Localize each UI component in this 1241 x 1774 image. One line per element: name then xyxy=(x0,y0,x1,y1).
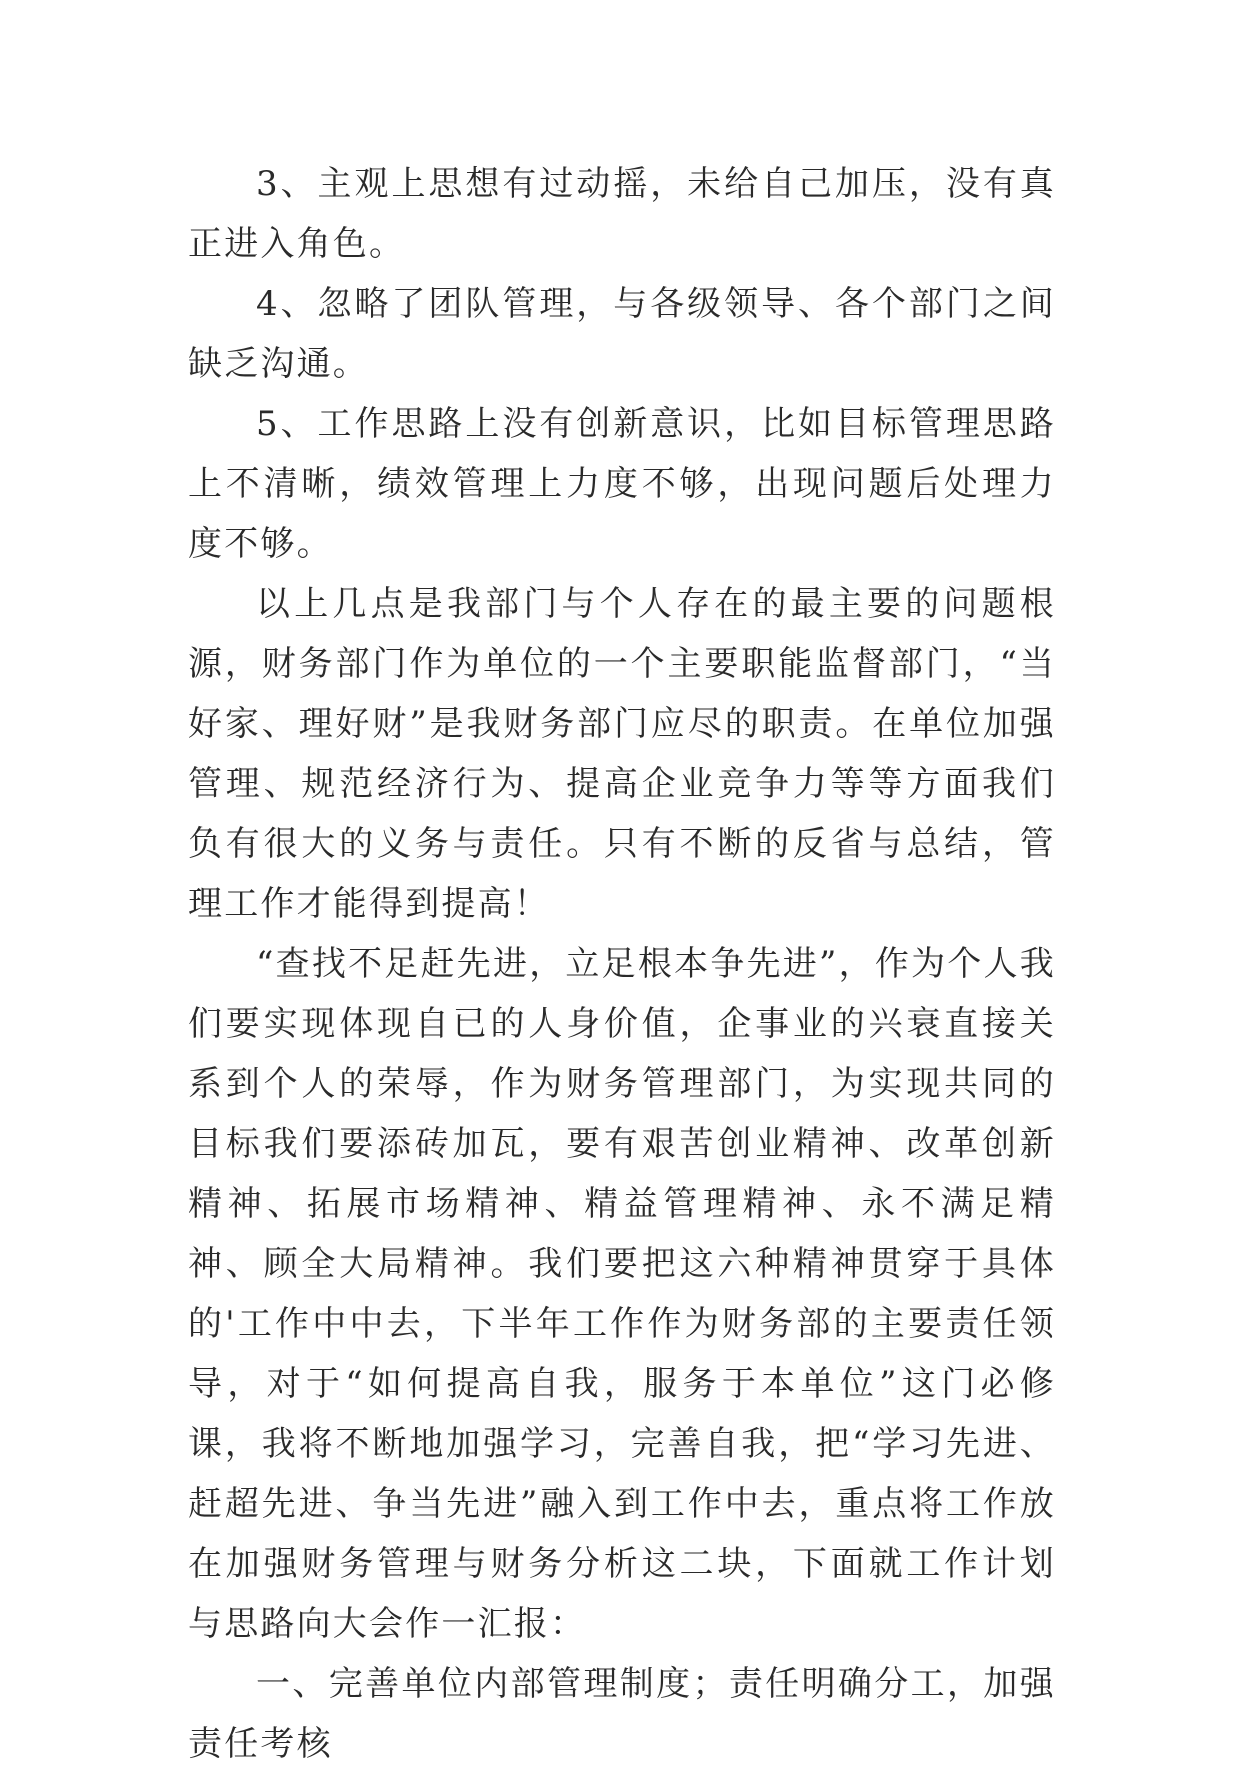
section-heading-1: 一、完善单位内部管理制度；责任明确分工，加强责任考核 xyxy=(188,1664,1056,1764)
paragraph-item-5: 5、工作思路上没有创新意识，比如目标管理思路上不清晰，绩效管理上力度不够，出现问题后处理力度不够。 xyxy=(188,404,1056,564)
paragraph-item-4: 4、忽略了团队管理，与各级领导、各个部门之间缺乏沟通。 xyxy=(188,284,1056,384)
document-body xyxy=(188,154,1056,1774)
paragraph-item-3: 3、主观上思想有过动摇，未给自己加压，没有真正进入角色。 xyxy=(188,164,1056,264)
paragraph-summary: 以上几点是我部门与个人存在的最主要的问题根源，财务部门作为单位的一个主要职能监督部门，“当好家、理好财”是我财务部门应尽的职责。在单位加强管理、规范经济行为、提高企业竞争力等等方面我们负有很大的义务与责任。只有不断的反省与总结，管理工作才能得到提高！ xyxy=(188,584,1056,924)
paragraph-plan-intro: “查找不足赶先进，立足根本争先进”，作为个人我们要实现体现自已的人身价值，企事业的兴衰直接关系到个人的荣辱，作为财务管理部门，为实现共同的目标我们要添砖加瓦，要有艰苦创业精神、改革创新精神、拓展市场精神、精益管理精神、永不满足精神、顾全大局精神。我们要把这六种精神贯穿于具体的'工作中中去，下半年工作作为财务部的主要责任领导，对于“如何提高自我，服务于本单位”这门必修课，我将不断地加强学习，完善自我，把“学习先进、赶超先进、争当先进”融入到工作中去，重点将工作放在加强财务管理与财务分析这二块，下面就工作计划与思路向大会作一汇报： xyxy=(188,944,1056,1644)
